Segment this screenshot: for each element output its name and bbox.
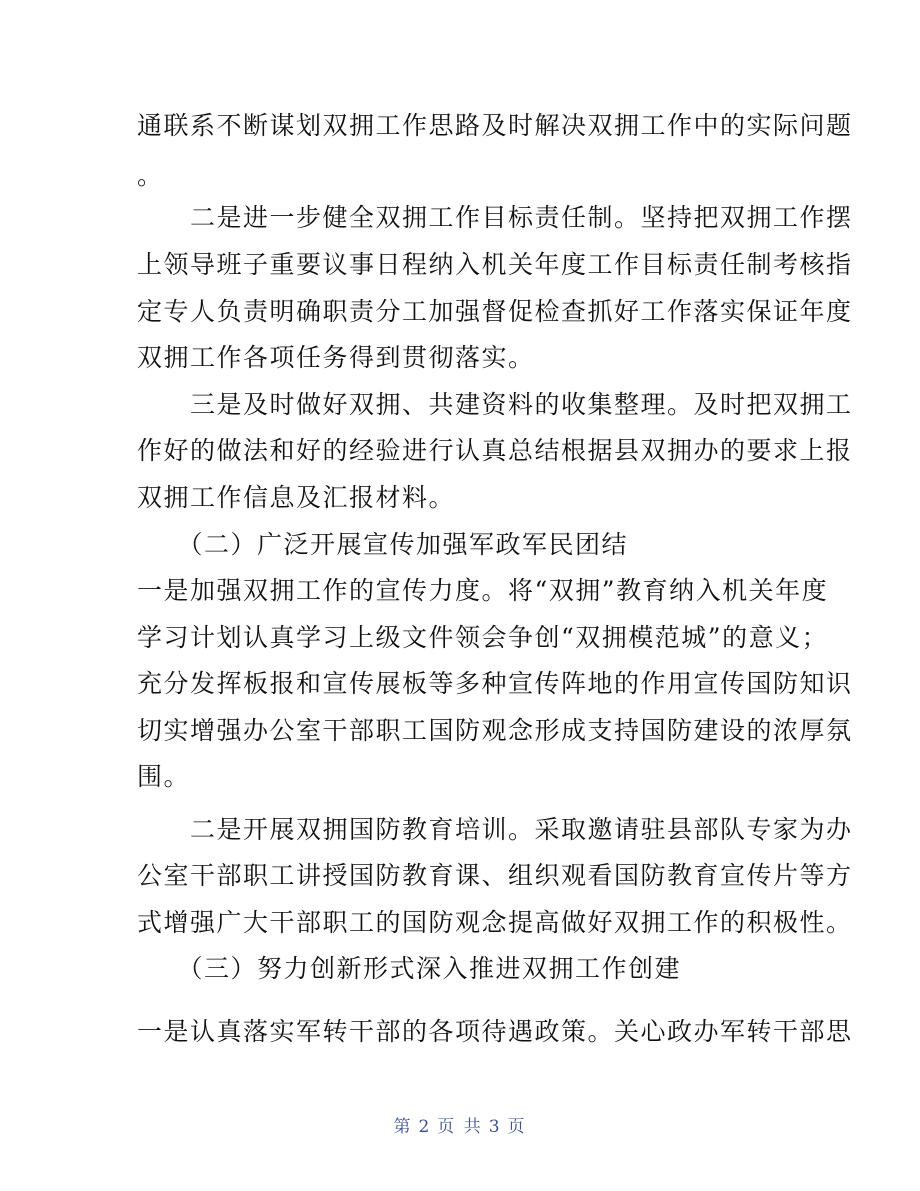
current-page-number: 2 [418, 1117, 432, 1137]
text-line: 双拥工作信息及汇报材料。 [137, 483, 456, 512]
text-line: 一是认真落实军转干部的各项待遇政策。关心政办军转干部思 [137, 1017, 853, 1046]
text-line: 切实增强办公室干部职工国防观念形成支持国防建设的浓厚氛 [137, 716, 853, 745]
footer-suffix: 页 [507, 1117, 527, 1137]
text-line: 通联系不断谋划双拥工作思路及时解决双拥工作中的实际问题 [137, 111, 853, 140]
text-line: 定专人负责明确职责分工加强督促检查抓好工作落实保证年度 [137, 297, 853, 326]
text-line: 二是进一步健全双拥工作目标责任制。坚持把双拥工作摆 [137, 203, 853, 232]
text-line: 公室干部职工讲授国防教育课、组织观看国防教育宣传片等方 [137, 861, 853, 890]
text-line: 式增强广大干部职工的国防观念提高做好双拥工作的积极性。 [137, 908, 853, 937]
text-line: 二是开展双拥国防教育培训。采取邀请驻县部队专家为办 [137, 815, 853, 844]
text-line: 。 [137, 161, 164, 190]
text-line: 作好的做法和好的经验进行认真总结根据县双拥办的要求上报 [137, 436, 853, 465]
total-page-number: 3 [488, 1117, 502, 1137]
text-line: 围。 [137, 762, 191, 791]
text-line: 双拥工作各项任务得到贯彻落实。 [137, 343, 535, 372]
footer-middle: 页 共 [437, 1117, 483, 1137]
text-line: 学习计划认真学习上级文件领会争创“双拥模范城”的意义； [137, 623, 829, 652]
text-line: 一是加强双拥工作的宣传力度。将“双拥”教育纳入机关年度 [137, 576, 829, 605]
page-number-footer [0, 1112, 920, 1137]
text-line: 充分发挥板报和宣传展板等多种宣传阵地的作用宣传国防知识 [137, 669, 853, 698]
text-line: 上领导班子重要议事日程纳入机关年度工作目标责任制考核指 [137, 250, 853, 279]
section-heading: （二）广泛开展宣传加强军政军民团结 [137, 530, 629, 559]
text-line: 三是及时做好双拥、共建资料的收集整理。及时把双拥工 [137, 390, 853, 419]
footer-prefix: 第 [393, 1117, 413, 1137]
section-heading: （三）努力创新形式深入推进双拥工作创建 [137, 954, 682, 983]
